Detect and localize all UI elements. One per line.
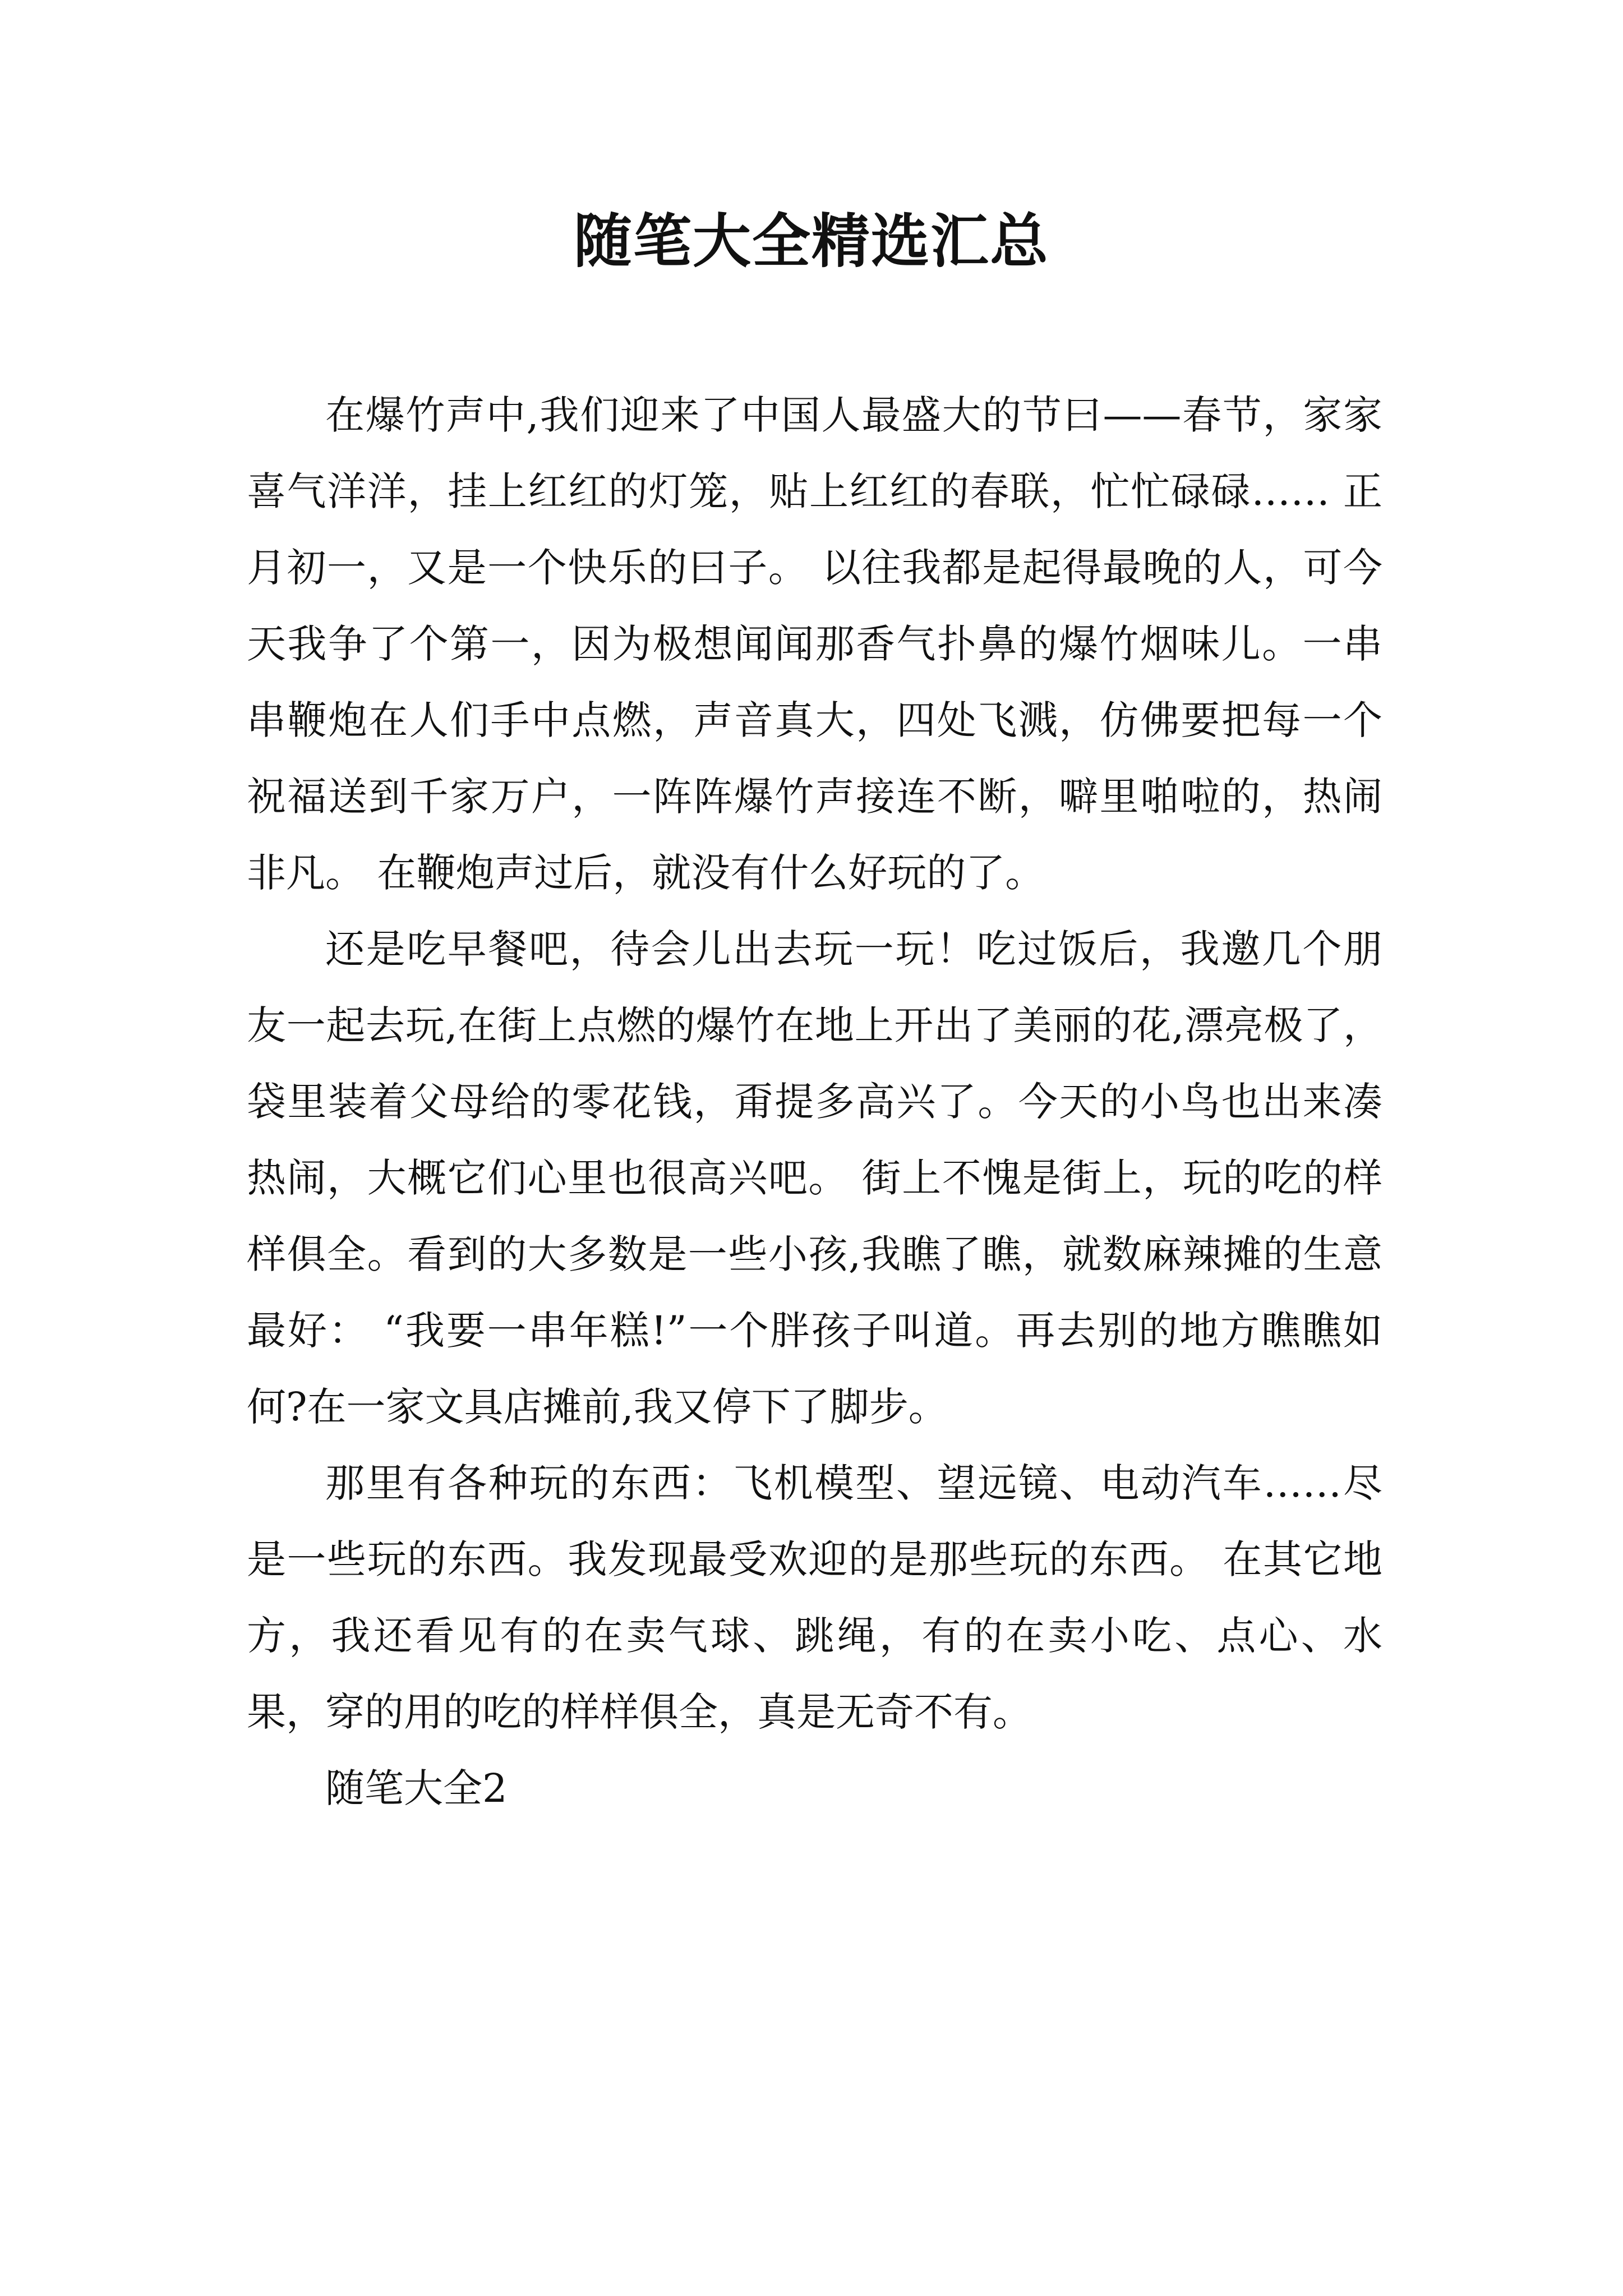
document-title: 随笔大全精选汇总 <box>573 207 1049 275</box>
paragraph-2: 还是吃早餐吧，待会儿出去玩一玩！吃过饭后，我邀几个朋友一起去玩,在街上点燃的爆竹在地上开出了美丽的花,漂亮极了，袋里装着父母给的零花钱，甭提多高兴了。今天的小鸟也出来凑热闹，大概它们心里也很高兴吧。 街上不愧是街上，玩的吃的样样俱全。看到的大多数是一些小孩,我瞧了瞧，就数麻辣摊的生意最好： “我要一串年糕!”一个胖孩子叫道。再去别的地方瞧瞧如何?在一家文具店摊前,我又停下了脚步。 <box>247 926 1382 1430</box>
paragraph-3: 那里有各种玩的东西：飞机模型、望远镜、电动汽车……尽是一些玩的东西。我发现最受欢迎的是那些玩的东西。 在其它地方，我还看见有的在卖气球、跳绳，有的在卖小吃、点心、水果，穿的用的吃的样样俱全，真是无奇不有。 <box>247 1460 1382 1735</box>
paragraph-1: 在爆竹声中,我们迎来了中国人最盛大的节曰——春节，家家喜气洋洋，挂上红红的灯笼，贴上红红的春联，忙忙碌碌…… 正月初一，又是一个快乐的曰子。 以往我都是起得最晚的人，可今天我争了个第一，因为极想闻闻那香气扑鼻的爆竹烟味儿。一串串鞭炮在人们手中点燃，声音真大，四处飞溅，仿佛要把每一个祝福送到千家万户，一阵阵爆竹声接连不断，噼里啪啦的，热闹非凡。 在鞭炮声过后，就没有什么好玩的了。 <box>247 392 1382 896</box>
document-body <box>247 377 1382 1826</box>
section-heading: 随笔大全2 <box>325 1765 508 1811</box>
